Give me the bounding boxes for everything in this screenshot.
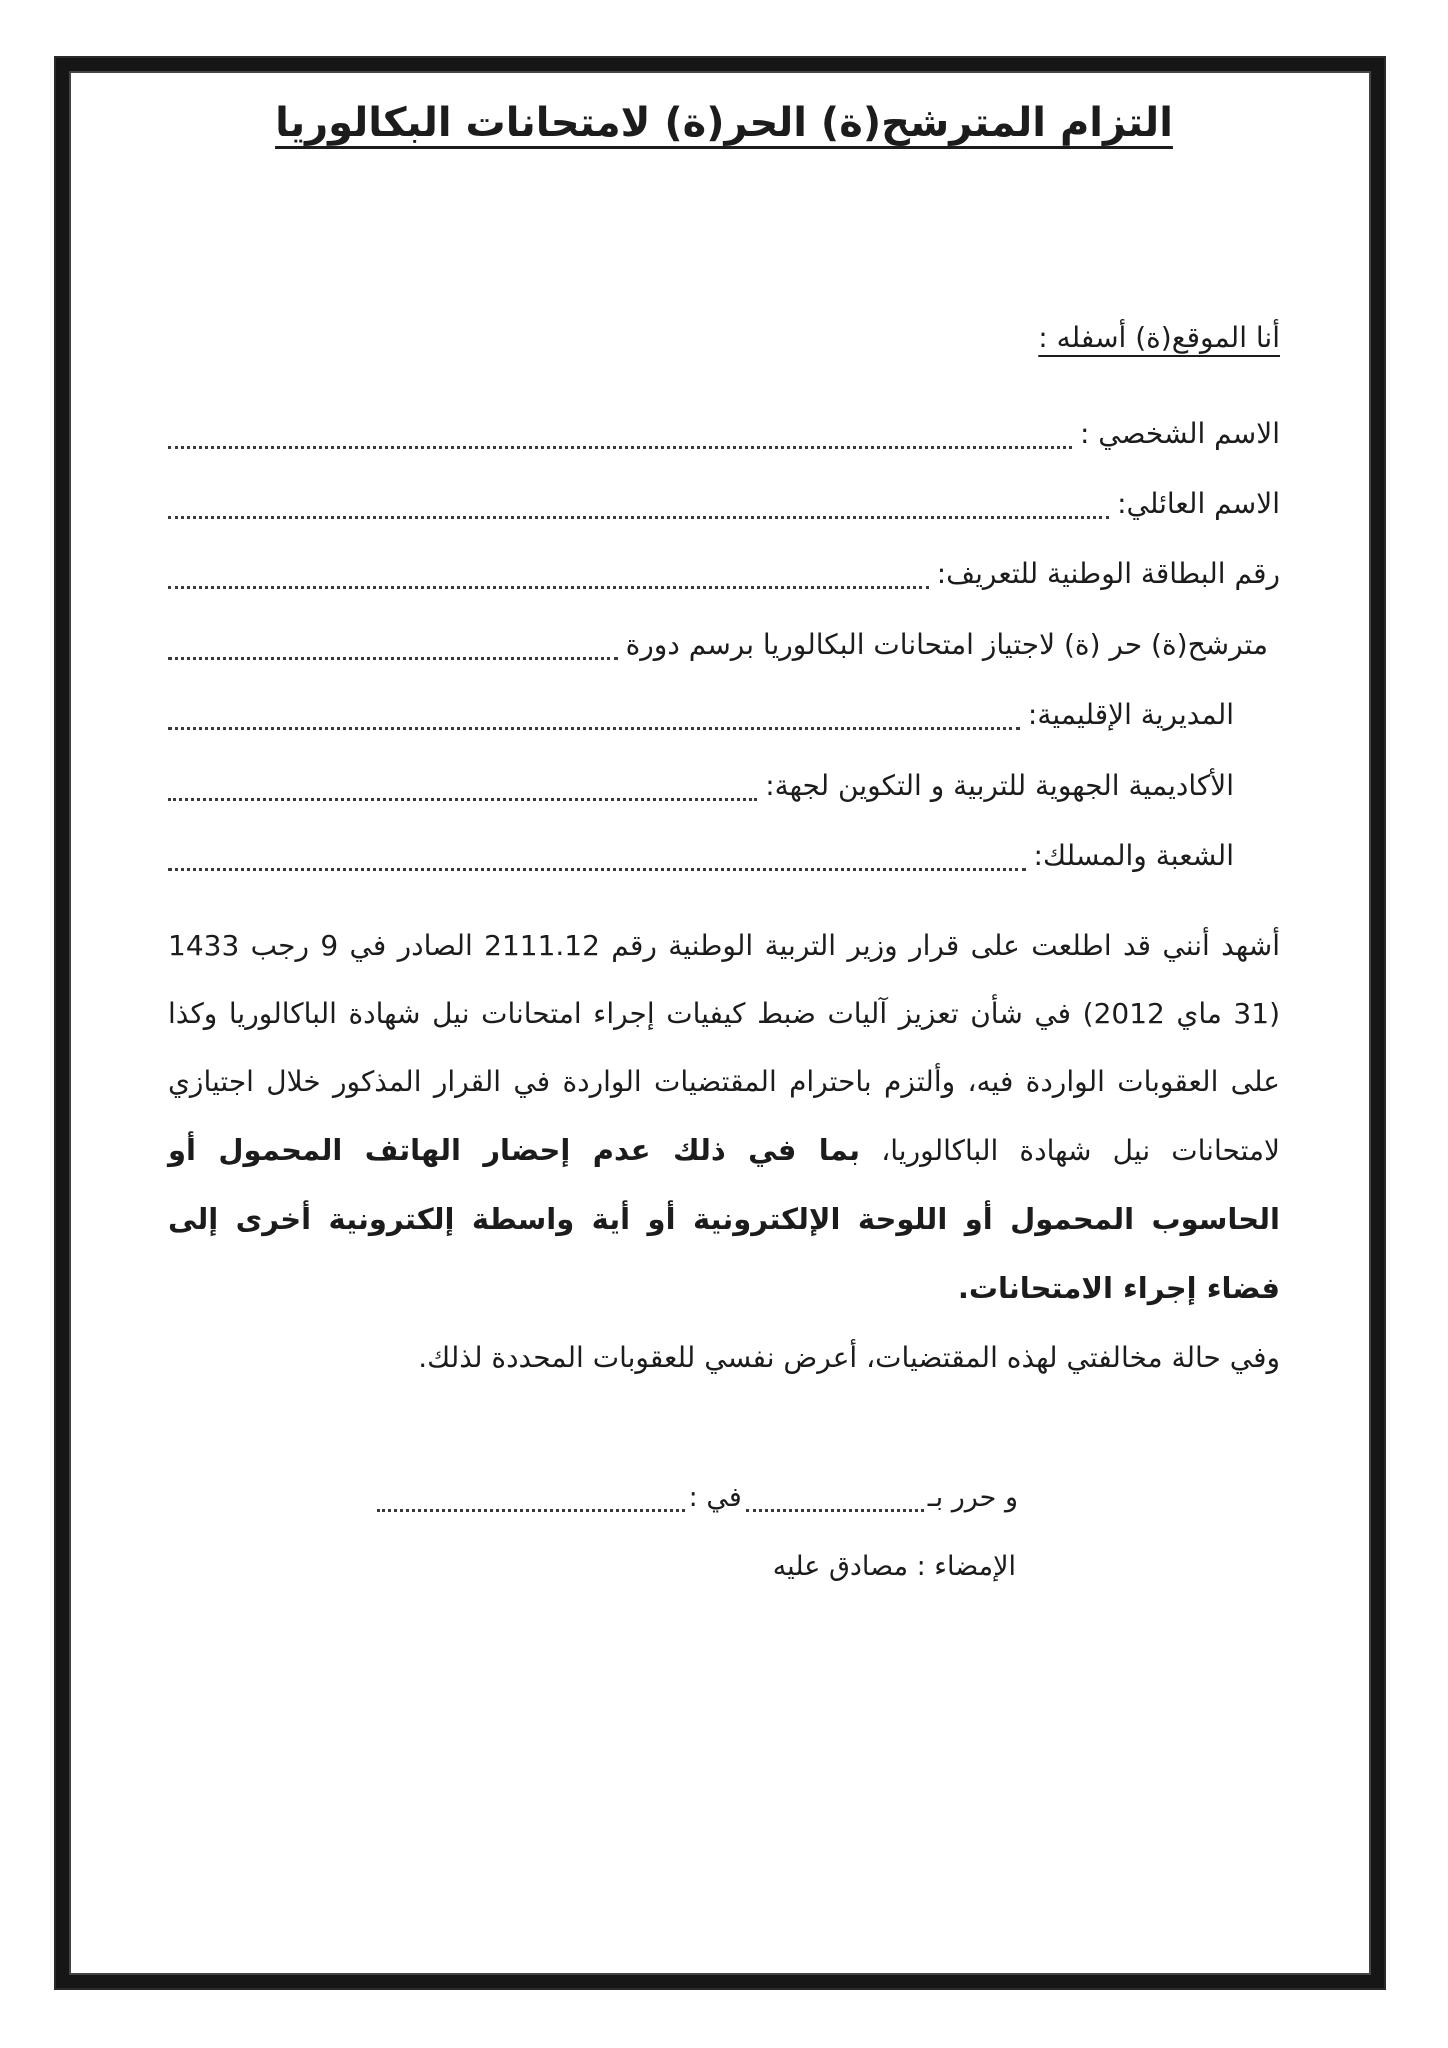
declaration-text: أشهد أنني قد اطلعت على قرار وزير التربية الوطنية رقم 2111.12 الصادر في 9 رجب 1433 (31 ماي 2012) في شأن تعزيز آليات ضبط كيفيات إجراء امتحانات نيل شهادة الباكالوريا وكذا على العقوبات الواردة فيه، وألتزم باحترام المقتضيات الواردة في القرار المذكور خلال اجتيازي لامتحانات نيل شهادة الباكالوريا،	[168, 929, 1281, 1167]
fill-line-first-name	[168, 432, 1072, 449]
field-candidate-session	[168, 625, 1268, 665]
field-label-first-name: الاسم الشخصي :	[1079, 417, 1280, 450]
field-branch	[168, 836, 1234, 876]
fill-line-place	[746, 1495, 924, 1512]
signature-line: الإمضاء : مصادق عليه	[772, 1551, 1016, 1582]
date-label: في :	[688, 1482, 742, 1513]
field-label-candidate-session: مترشح(ة) حر (ة) لاجتياز امتحانات البكالوريا برسم دورة	[625, 628, 1268, 661]
field-label-directorate: المديرية الإقليمية:	[1027, 698, 1234, 731]
field-label-branch: الشعبة والمسلك:	[1033, 839, 1234, 872]
fill-line-id-card	[168, 572, 929, 589]
fill-line-candidate-session	[168, 643, 618, 660]
fill-line-last-name	[168, 502, 1109, 519]
field-last-name	[168, 484, 1280, 524]
written-at-line	[373, 1478, 1018, 1518]
fill-line-branch	[168, 854, 1026, 871]
fill-line-directorate	[168, 713, 1020, 730]
fill-line-date	[377, 1495, 685, 1512]
field-id-card	[168, 554, 1280, 594]
written-at-label: و حرر بـ	[927, 1482, 1018, 1513]
field-academy	[168, 766, 1234, 806]
field-label-id-card: رقم البطاقة الوطنية للتعريف:	[936, 557, 1280, 590]
declaration-bold-text: بما في ذلك عدم إحضار الهاتف المحمول أو الحاسوب المحمول أو اللوحة الإلكترونية أو أية واسطة إلكترونية أخرى إلى فضاء إجراء الامتحانات.	[168, 1133, 1280, 1305]
field-label-academy: الأكاديمية الجهوية للتربية و التكوين لجهة:	[765, 769, 1234, 802]
field-first-name	[168, 414, 1280, 454]
closing-statement: وفي حالة مخالفتي لهذه المقتضيات، أعرض نفسي للعقوبات المحددة لذلك.	[418, 1341, 1280, 1374]
field-directorate	[168, 695, 1234, 735]
declaration-paragraph	[168, 912, 1280, 1323]
intro-line: أنا الموقع(ة) أسفله :	[1038, 321, 1280, 354]
document-title: التزام المترشح(ة) الحر(ة) لامتحانات البكالوريا	[275, 100, 1173, 146]
fill-line-academy	[168, 784, 757, 801]
field-label-last-name: الاسم العائلي:	[1117, 487, 1280, 520]
